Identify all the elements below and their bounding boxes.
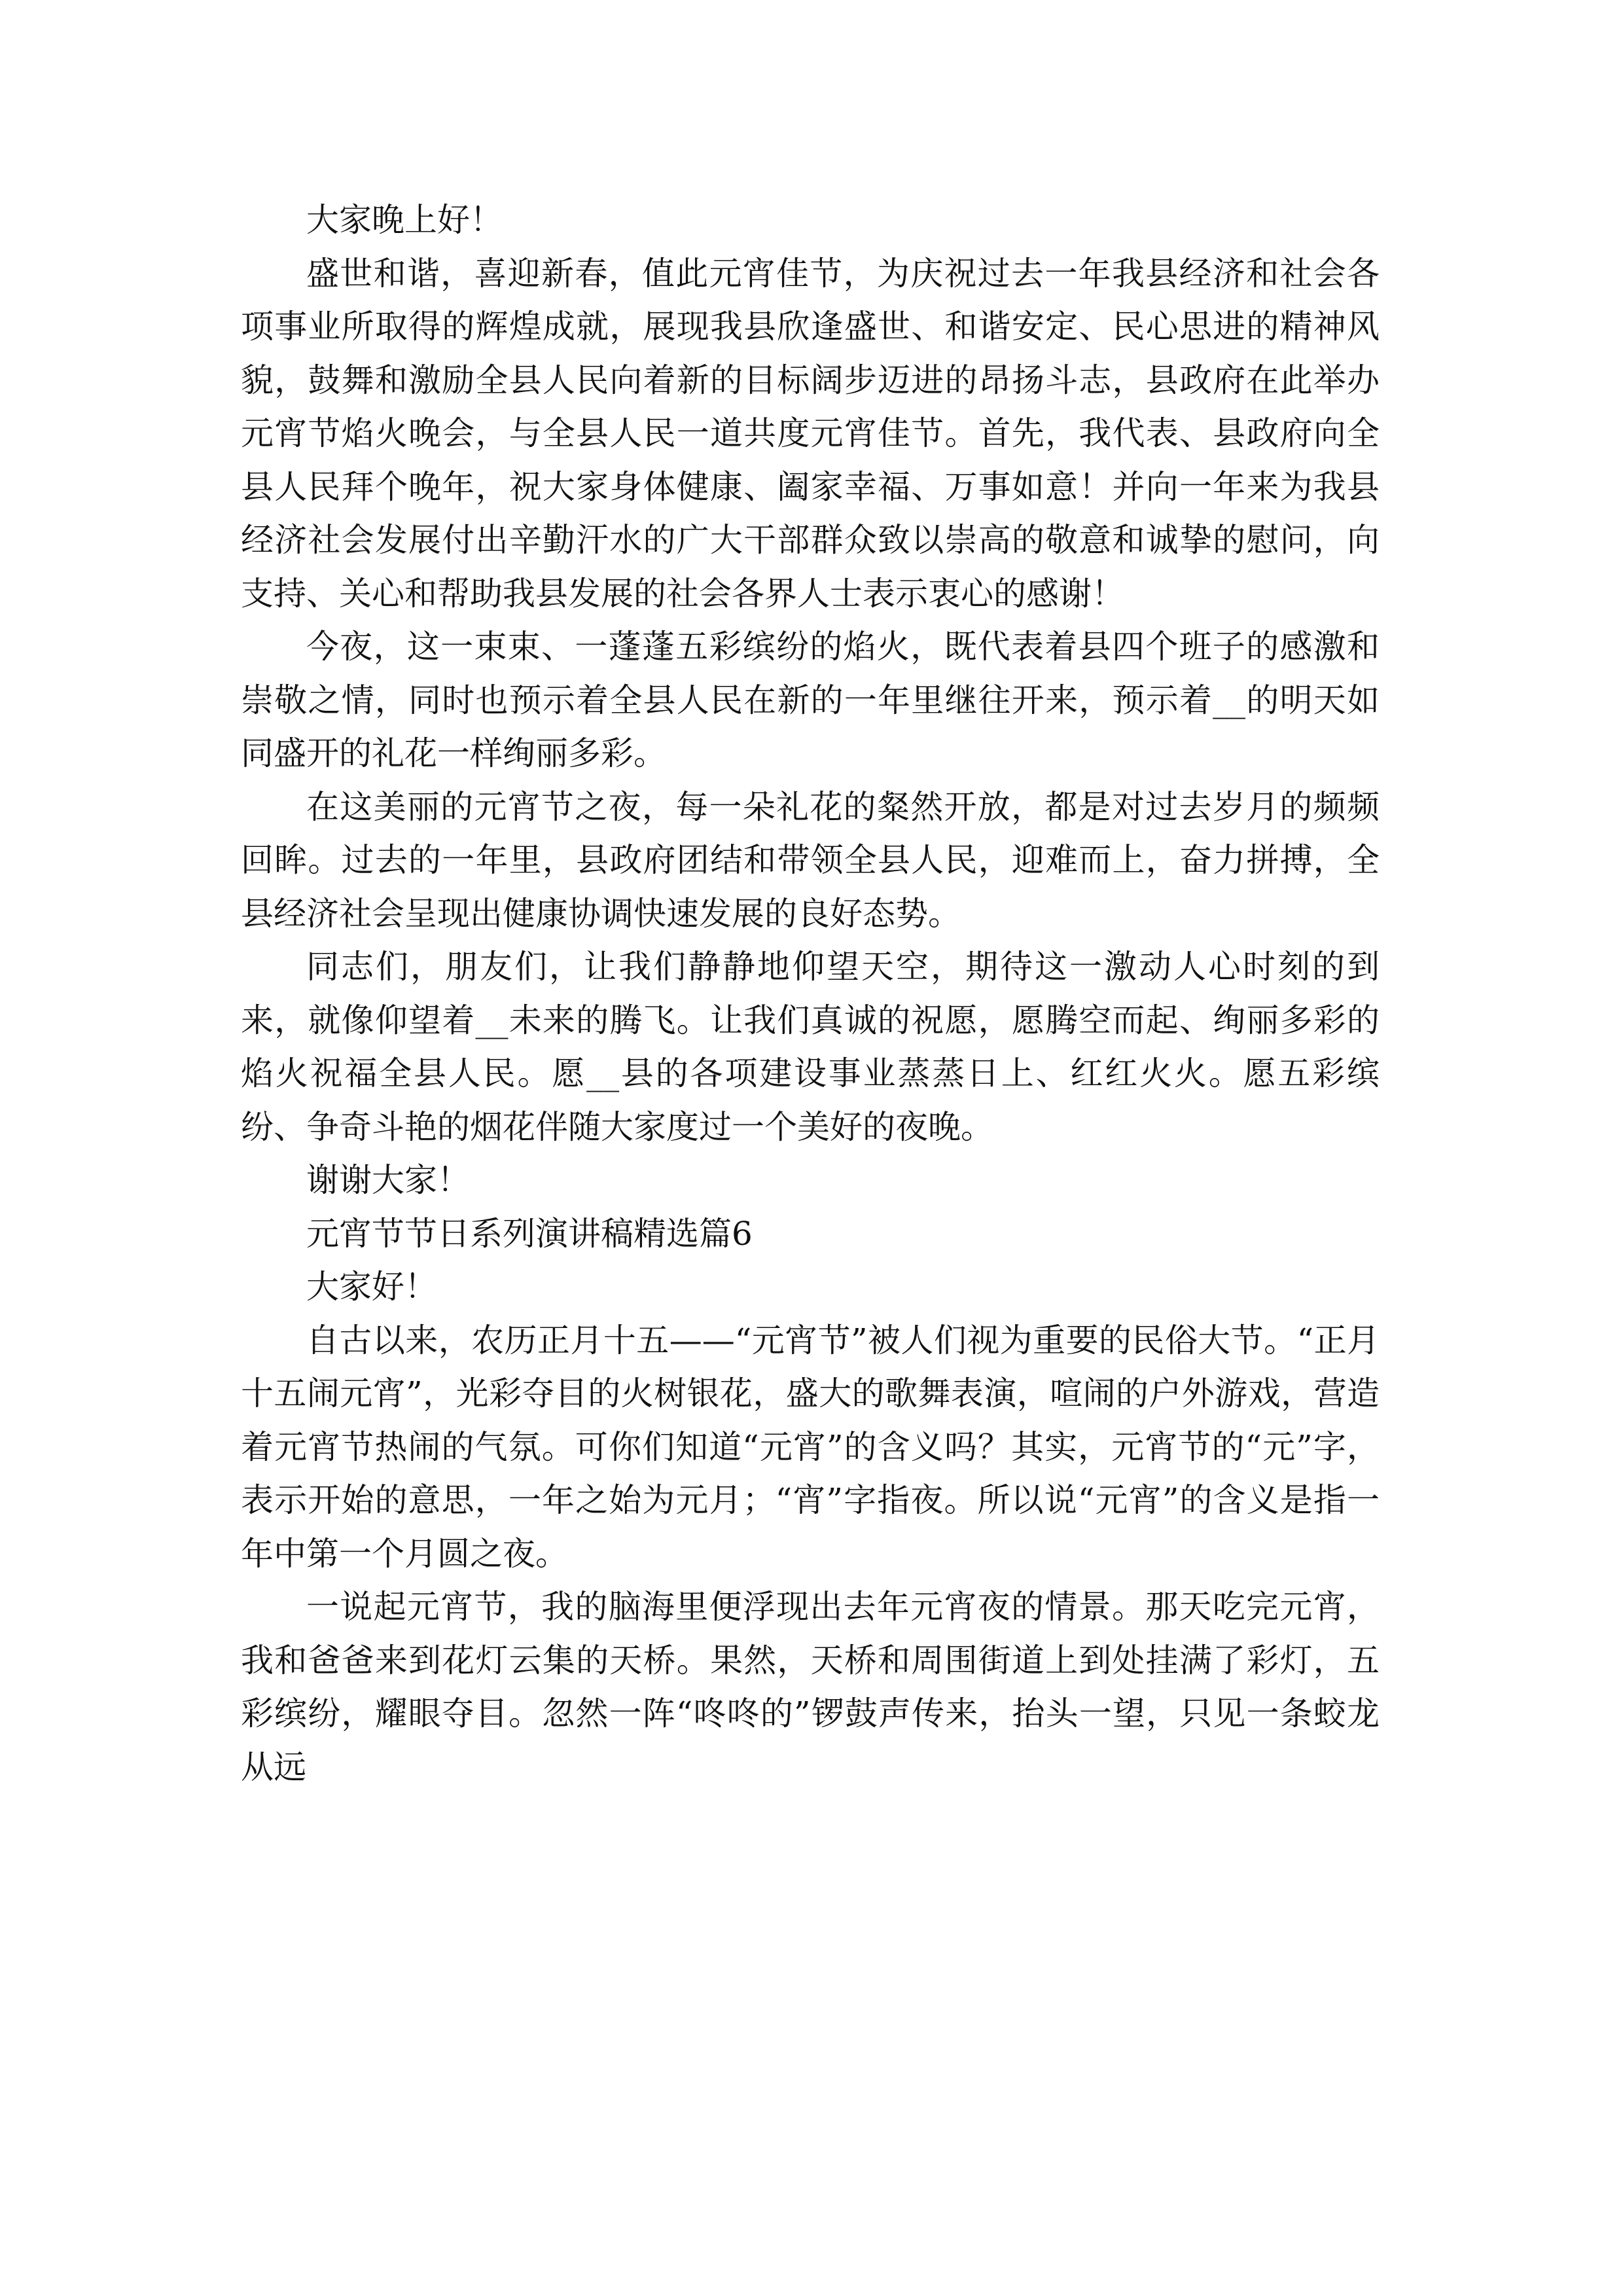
paragraph-greeting: 大家好！ [306,1268,437,1306]
paragraph-opening-speech: 盛世和谐，喜迎新春，值此元宵佳节，为庆祝过去一年我县经济和社会各项事业所取得的辉煌成就，展现我县欣逢盛世、和谐安定、民心思进的精神风貌，鼓舞和激励全县人民向着新的目标阔步迈进的昂扬斗志，县政府在此举办元宵节焰火晚会，与全县人民一道共度元宵佳节。首先，我代表、县政府向全县人民拜个晚年，祝大家身体健康、阖家幸福、万事如意！并向一年来为我县经济社会发展付出辛勤汗水的广大干部群众致以崇高的敬意和诚挚的慰问，向支持、关心和帮助我县发展的社会各界人士表示衷心的感谢！ [241,254,1380,613]
paragraph-greeting-evening: 大家晚上好！ [306,201,503,239]
paragraph-fireworks-tonight: 今夜，这一束束、一蓬蓬五彩缤纷的焰火，既代表着县四个班子的感激和崇敬之情，同时也预示着全县人民在新的一年里继往开来，预示着__的明天如同盛开的礼花一样绚丽多彩。 [241,628,1380,772]
paragraph-comrades-friends: 同志们，朋友们，让我们静静地仰望天空，期待这一激动人心时刻的到来，就像仰望着__未来的腾飞。让我们真诚的祝愿，愿腾空而起、绚丽多彩的焰火祝福全县人民。愿__县的各项建设事业蒸蒸日上、红红火火。愿五彩缤纷、争奇斗艳的烟花伴随大家度过一个美好的夜晚。 [241,948,1380,1146]
paragraph-lantern-meaning: 自古以来，农历正月十五——“元宵节”被人们视为重要的民俗大节。“正月十五闹元宵”，光彩夺目的火树银花，盛大的歌舞表演，喧闹的户外游戏，营造着元宵节热闹的气氛。可你们知道“元宵”的含义吗？其实，元宵节的“元”字，表示开始的意思，一年之始为元月；“宵”字指夜。所以说“元宵”的含义是指一年中第一个月圆之夜。 [241,1321,1380,1573]
paragraph-lantern-night: 在这美丽的元宵节之夜，每一朵礼花的粲然开放，都是对过去岁月的频频回眸。过去的一年里，县政府团结和带领全县人民，迎难而上，奋力拼搏，全县经济社会呈现出健康协调快速发展的良好态势。 [241,787,1380,933]
paragraph-memory: 一说起元宵节，我的脑海里便浮现出去年元宵夜的情景。那天吃完元宵，我和爸爸来到花灯云集的天桥。果然，天桥和周围街道上到处挂满了彩灯，五彩缤纷，耀眼夺目。忽然一阵“咚咚的”锣鼓声传来，抬头一望，只见一条蛟龙从远 [241,1588,1380,1786]
section-heading: 元宵节节日系列演讲稿精选篇6 [306,1214,753,1253]
document-body [241,194,1380,1794]
paragraph-thanks: 谢谢大家！ [306,1161,470,1199]
